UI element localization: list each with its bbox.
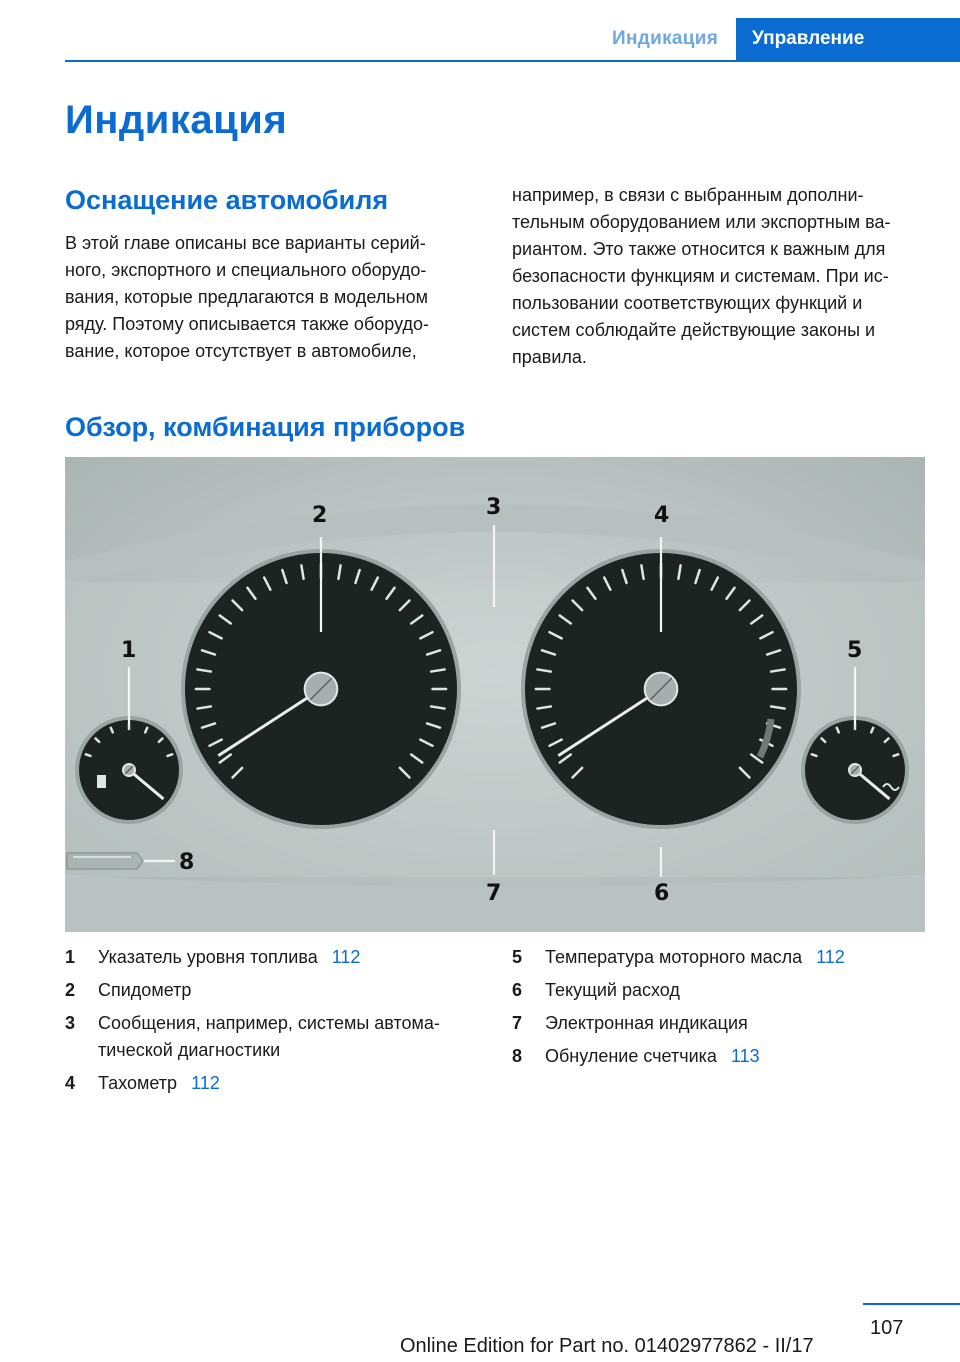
odometer-reset-knob <box>67 853 143 869</box>
legend-text: Текущий расход <box>545 980 680 1000</box>
legend-item <box>65 977 495 1004</box>
oil-temp-gauge <box>801 716 909 824</box>
header-chapter-tab[interactable]: Управление <box>736 18 960 62</box>
legend-item <box>512 1043 942 1070</box>
dial-tick <box>86 754 91 756</box>
footer-rule <box>863 1303 960 1305</box>
legend-text: Сообщения, например, системы автома- тической диагностики <box>98 1013 440 1060</box>
legend-num: 2 <box>65 980 76 1000</box>
legend-item <box>512 1010 942 1037</box>
instrument-cluster-figure <box>65 457 925 932</box>
callout-3: 3 <box>486 495 502 520</box>
legend-item <box>65 944 495 971</box>
footer-edition: Online Edition for Part no. 01402977862 - II/17 <box>400 1335 814 1357</box>
page-ref-link[interactable]: 112 <box>331 947 361 967</box>
header-section-label[interactable]: Индикация <box>612 28 719 49</box>
callout-5: 5 <box>847 638 863 663</box>
callout-8: 8 <box>179 850 195 875</box>
callout-4: 4 <box>654 503 670 528</box>
callout-7: 7 <box>486 881 502 906</box>
legend-num: 4 <box>65 1073 76 1093</box>
legend-item <box>65 1010 495 1064</box>
page-title: Индикация <box>65 98 288 142</box>
fuel-pump-icon <box>97 775 106 788</box>
callout-1: 1 <box>121 638 137 663</box>
callout-2: 2 <box>312 503 328 528</box>
legend-num: 5 <box>512 947 523 967</box>
page-ref-link[interactable]: 112 <box>191 1073 220 1093</box>
legend-num: 8 <box>512 1046 523 1066</box>
dial-tick <box>168 754 173 756</box>
legend-left <box>65 944 495 1103</box>
legend-text: Указатель уровня топлива <box>98 947 318 967</box>
legend-num: 7 <box>512 1013 523 1033</box>
callout-6: 6 <box>654 881 670 906</box>
legend-num: 1 <box>65 947 76 967</box>
page-number: 107 <box>870 1317 904 1339</box>
legend-text: Тахометр <box>98 1073 178 1093</box>
page-ref-link[interactable]: 112 <box>816 947 845 967</box>
section-heading-equipment: Оснащение автомобиля <box>65 185 389 215</box>
legend-text: Спидометр <box>98 980 192 1000</box>
intro-paragraph-right: например, в связи с выбранным дополни- тельным оборудованием или экспортным ва- риантом. Это также относится к важным для безопасности функциям и системам. При ис- пользовании соответствующих функций и систем соблюдайте действующие законы и правила. <box>512 185 891 367</box>
legend-item <box>512 977 942 1004</box>
section-heading-overview: Обзор, комбинация приборов <box>65 412 466 442</box>
legend-item <box>65 1070 495 1097</box>
legend-text: Температура моторного масла <box>545 947 803 967</box>
legend-text: Электронная индикация <box>545 1013 748 1033</box>
dial-tick <box>894 754 899 756</box>
legend-right <box>512 944 942 1076</box>
legend-num: 3 <box>65 1013 76 1033</box>
legend-num: 6 <box>512 980 523 1000</box>
page-ref-link[interactable]: 113 <box>730 1046 760 1066</box>
fuel-gauge <box>75 716 183 824</box>
legend-text: Обнуление счетчика <box>545 1046 717 1066</box>
intro-paragraph-left: В этой главе описаны все варианты серий- ного, экспортного и специального оборудо- вания, которые предлагаются в модельном ряду. Поэтому описывается также оборудо- вание, которое отсутствует в автомобиле, <box>65 233 429 361</box>
legend-item <box>512 944 942 971</box>
dial-tick <box>812 754 817 756</box>
